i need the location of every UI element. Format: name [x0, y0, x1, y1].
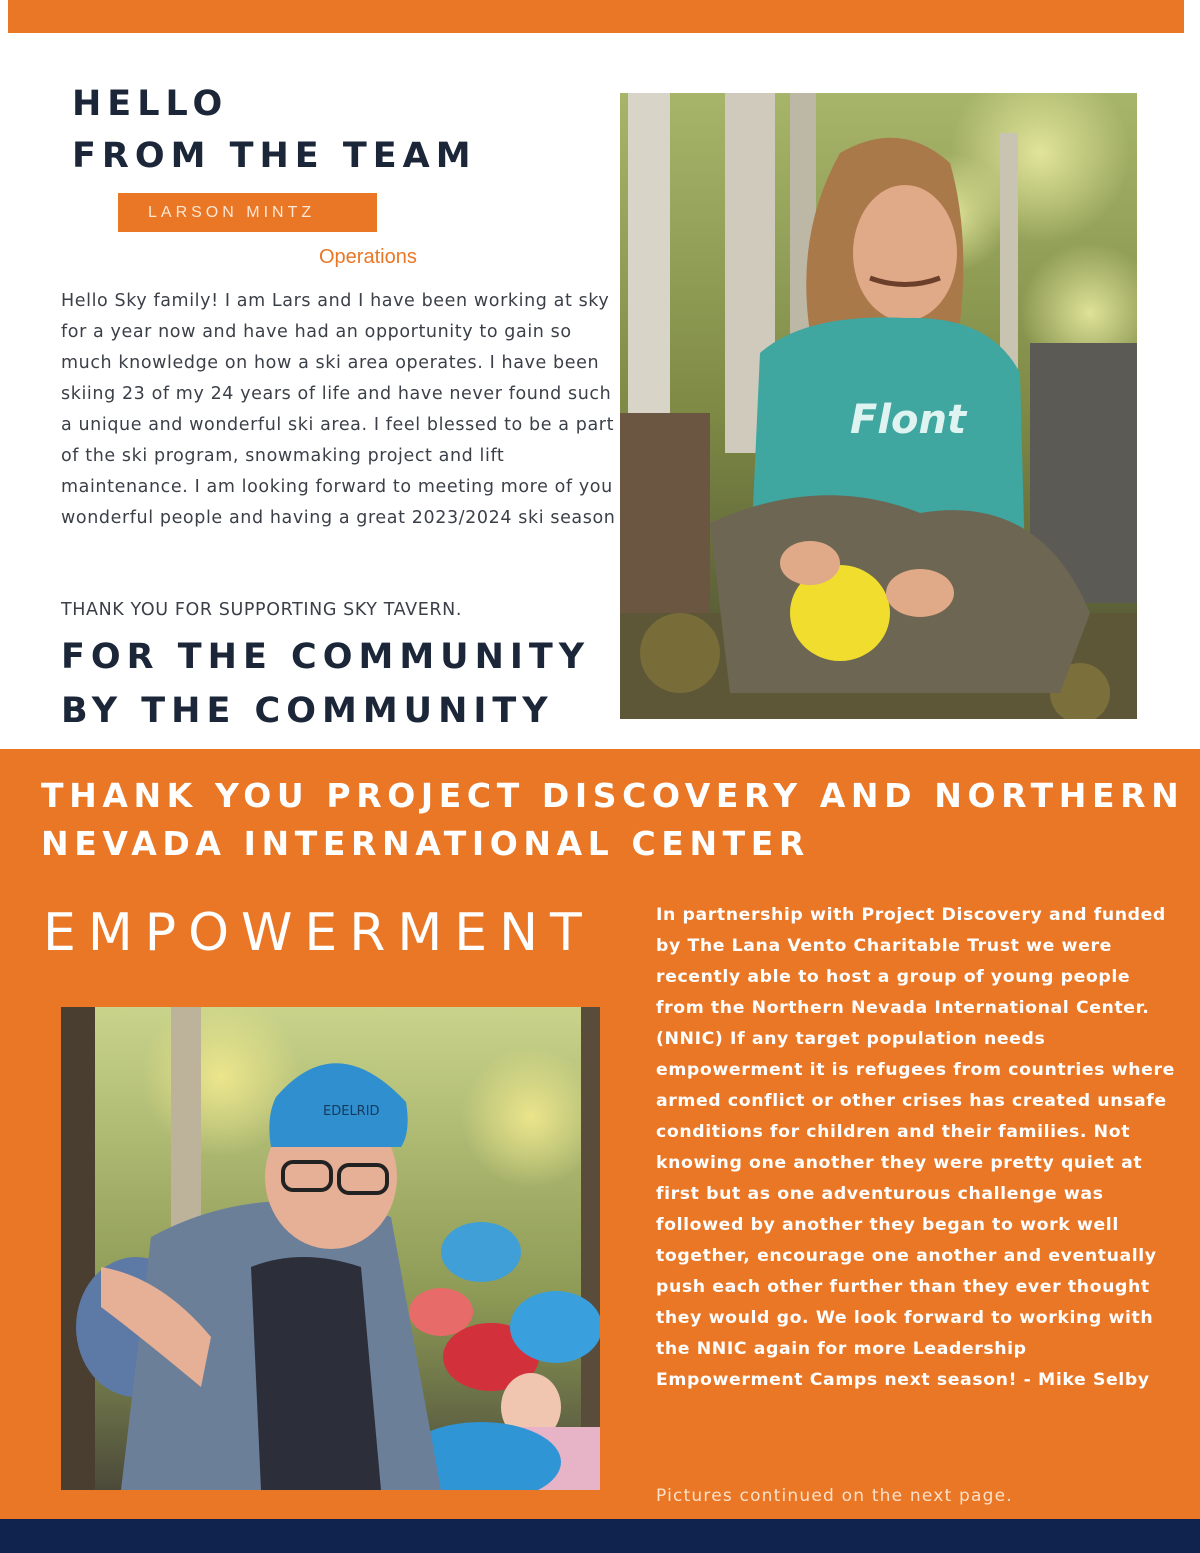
team-heading-line2: FROM THE TEAM — [72, 136, 477, 176]
member-photo — [620, 93, 1137, 719]
community-tagline-line1: FOR THE COMMUNITY — [61, 637, 591, 677]
helmet-logo-text: EDELRID — [323, 1104, 380, 1119]
bottom-footer-bar — [0, 1519, 1200, 1553]
shirt-logo-text: Flont — [850, 397, 967, 443]
community-tagline — [61, 630, 590, 738]
team-heading — [72, 78, 477, 182]
partnership-body-text: In partnership with Project Discovery and funded by The Lana Vento Charitable Trust we were recently able to host a group of young people from the Northern Nevada International Center. (NNIC) If any target population needs empowerment it is refugees from countries where armed conflict or other crises has created unsafe conditions for children and their families. Not knowing one another they were pretty quiet at first but as one adventurous challenge was followed by another they began to work well together, encourage one another and eventually push each other further than they ever thought they would go. We look forward to working with the NNIC again for more Leadership Empowerment Camps next season! - Mike Selby — [656, 905, 1175, 1390]
partnership-heading-line2: NEVADA INTERNATIONAL CENTER — [41, 824, 810, 863]
camp-photo — [61, 1007, 600, 1490]
thanks-line: THANK YOU FOR SUPPORTING SKY TAVERN. — [61, 600, 462, 620]
partnership-heading-line1: THANK YOU PROJECT DISCOVERY AND NORTHERN — [41, 776, 1185, 815]
top-accent-bar — [8, 0, 1184, 33]
continued-note: Pictures continued on the next page. — [656, 1486, 1013, 1506]
empowerment-heading: EMPOWERMENT — [43, 903, 594, 963]
member-name-badge: LARSON MINTZ — [118, 193, 377, 232]
partnership-heading — [41, 772, 1191, 868]
member-intro-text: Hello Sky family! I am Lars and I have been working at sky for a year now and have had an opportunity to gain so much knowledge on how a ski area operates. I have been skiing 23 of my 24 years of life and have never found such a unique and wonderful ski area. I feel blessed to be a part of the ski program, snowmaking project and lift maintenance. I am looking forward to meeting more of you wonderful people and having a great 2023/2024 ski season — [61, 291, 616, 528]
community-tagline-line2: BY THE COMMUNITY — [61, 691, 554, 731]
team-heading-line1: HELLO — [72, 84, 229, 124]
member-role: Operations — [319, 246, 417, 268]
